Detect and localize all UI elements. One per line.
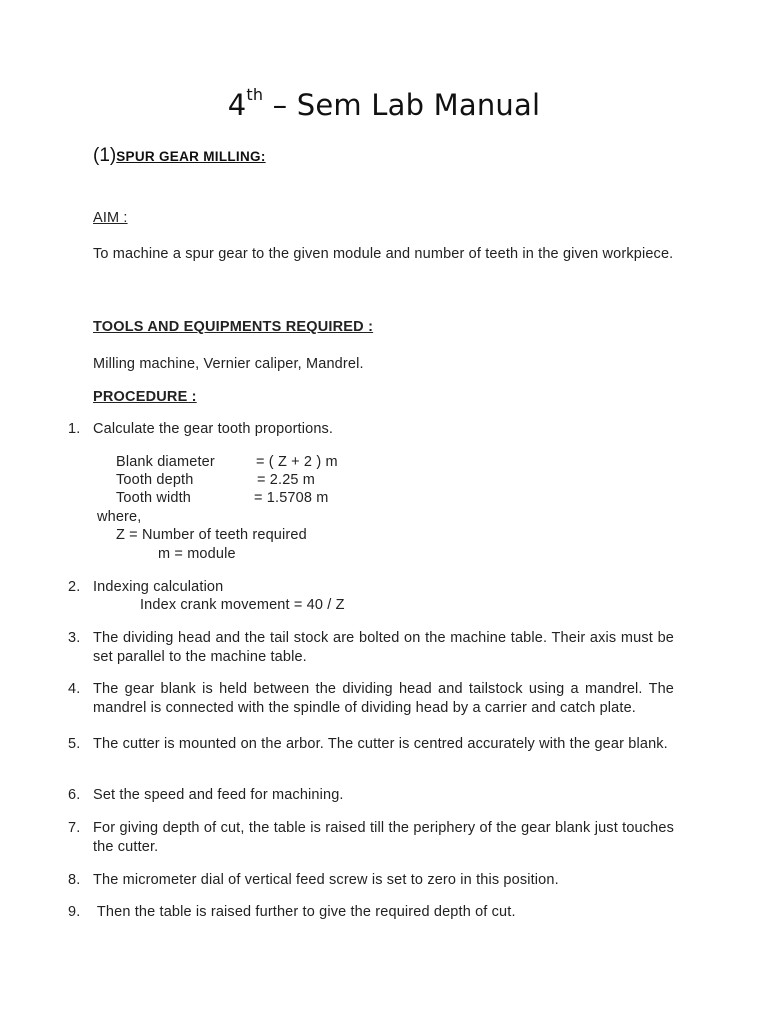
title-number: 4	[227, 88, 247, 122]
step-1-text: Calculate the gear tooth proportions.	[93, 421, 334, 437]
section-heading	[93, 145, 266, 167]
formula-label: Tooth depth	[116, 472, 194, 488]
aim-label: AIM :	[93, 210, 128, 226]
step-7-text: For giving depth of cut, the table is raised till the periphery of the gear blank just touches the cutter.	[93, 820, 674, 855]
definition-m: m = module	[158, 546, 236, 562]
step-number: 9.	[68, 904, 81, 920]
step-3-text: The dividing head and the tail stock are bolted on the machine table. Their axis must be set parallel to the machine table.	[93, 630, 674, 665]
page-title	[0, 85, 768, 122]
step-8-text: The micrometer dial of vertical feed screw is set to zero in this position.	[93, 872, 559, 888]
section-title: SPUR GEAR MILLING:	[116, 149, 266, 164]
tools-heading: TOOLS AND EQUIPMENTS REQUIRED :	[93, 319, 374, 335]
title-text: – Sem Lab Manual	[263, 88, 541, 122]
step-5-text: The cutter is mounted on the arbor. The cutter is centred accurately with the gear blank.	[93, 736, 668, 752]
step-number: 4.	[68, 681, 81, 697]
step-4-text: The gear blank is held between the dividing head and tailstock using a mandrel. The mandrel is connected with the spindle of dividing head by a carrier and catch plate.	[93, 681, 674, 716]
definition-z: Z = Number of teeth required	[116, 527, 307, 543]
step-number: 8.	[68, 872, 81, 888]
aim-text: To machine a spur gear to the given module and number of teeth in the given workpiece.	[93, 246, 674, 262]
step-9-text: Then the table is raised further to give the required depth of cut.	[93, 904, 516, 920]
step-number: 6.	[68, 787, 81, 803]
step-2-text: Indexing calculation	[93, 579, 224, 595]
step-number: 5.	[68, 736, 81, 752]
step-6-text: Set the speed and feed for machining.	[93, 787, 344, 803]
title-superscript: th	[246, 85, 264, 105]
procedure-heading: PROCEDURE :	[93, 389, 197, 405]
formula-value: = 2.25 m	[257, 472, 316, 488]
step-number: 7.	[68, 820, 81, 836]
step-number: 3.	[68, 630, 81, 646]
index-formula: Index crank movement = 40 / Z	[140, 597, 345, 613]
formula-label: Blank diameter	[116, 454, 215, 470]
formula-label: Tooth width	[116, 490, 191, 506]
where-label: where,	[97, 509, 142, 525]
tools-text: Milling machine, Vernier caliper, Mandrel.	[93, 356, 364, 372]
section-number: (1)	[93, 145, 117, 166]
step-number: 2.	[68, 579, 81, 595]
step-number: 1.	[68, 421, 81, 437]
formula-value: = 1.5708 m	[254, 490, 329, 506]
formula-value: = ( Z + 2 ) m	[256, 454, 338, 470]
